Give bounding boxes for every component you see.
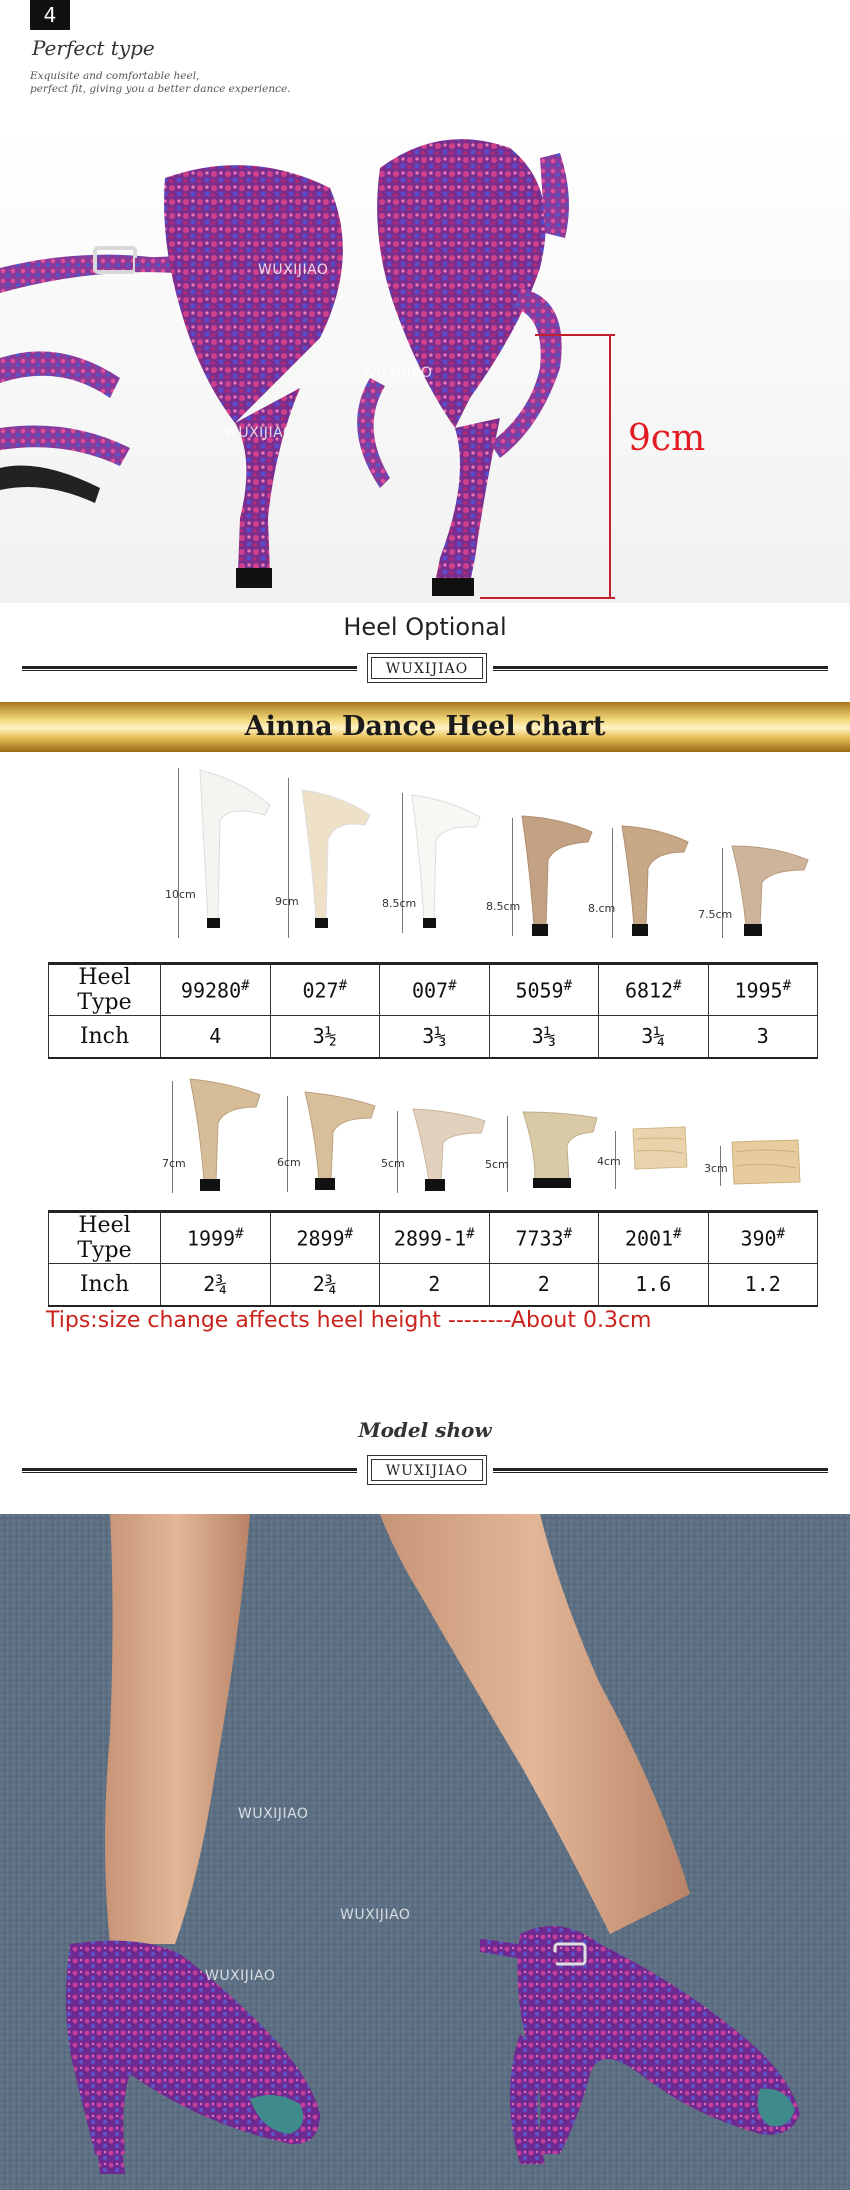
heel-code: 1995 bbox=[734, 978, 783, 1003]
brand-divider bbox=[22, 650, 828, 686]
hash-mark: # bbox=[241, 977, 250, 994]
heel-sample-027 bbox=[275, 770, 390, 940]
table-row-heel-type bbox=[49, 964, 818, 1016]
brand-text: WUXIJIAO bbox=[371, 1459, 483, 1481]
heel-table-1 bbox=[48, 962, 818, 1059]
heel-code: 7733 bbox=[515, 1226, 564, 1251]
brand-text: WUXIJIAO bbox=[371, 657, 483, 679]
heel-table-2 bbox=[48, 1210, 818, 1307]
heel-code: 2001 bbox=[624, 1226, 674, 1251]
heel-type-cell bbox=[599, 964, 709, 1016]
inch-cell: 3½ bbox=[270, 1016, 380, 1058]
inch-cell: 3⅓ bbox=[380, 1016, 490, 1058]
size-tips-text: Tips:size change affects heel height --------About 0.3cm bbox=[46, 1308, 652, 1333]
heel-type-cell bbox=[380, 1212, 490, 1264]
inch-cell: 4 bbox=[161, 1016, 271, 1058]
inch-cell: 2¾ bbox=[270, 1264, 380, 1306]
row-header: Inch bbox=[49, 1264, 161, 1306]
heel-shape-icon bbox=[710, 840, 820, 960]
heel-shape-icon bbox=[280, 770, 390, 940]
subtitle-line: Exquisite and comfortable heel, bbox=[30, 70, 200, 82]
heel-code: 027 bbox=[302, 978, 339, 1003]
heel-sample-007 bbox=[382, 785, 490, 945]
heel-type-cell bbox=[161, 1212, 271, 1264]
heel-type-cell bbox=[708, 1212, 818, 1264]
hash-mark: # bbox=[563, 1225, 573, 1242]
heel-code: 6812 bbox=[624, 978, 674, 1003]
heel-shape-icon bbox=[275, 1088, 385, 1203]
hash-mark: # bbox=[776, 1225, 786, 1242]
heel-code: 390 bbox=[740, 1226, 777, 1251]
perfect-type-section bbox=[0, 0, 850, 690]
heel-sample-7733 bbox=[485, 1108, 605, 1203]
table-row-inch bbox=[49, 1016, 818, 1058]
heel-code: 2899 bbox=[296, 1226, 345, 1251]
inch-cell: 2 bbox=[380, 1264, 490, 1306]
heel-sample-99280 bbox=[160, 760, 280, 940]
watermark: WUXIJIAO bbox=[362, 365, 433, 381]
heel-type-cell bbox=[270, 1212, 380, 1264]
hash-mark: # bbox=[673, 1225, 682, 1242]
inch-cell: 1.6 bbox=[599, 1264, 709, 1306]
heel-code: 99280 bbox=[180, 978, 242, 1003]
subtitle-line: perfect fit, giving you a better dance experience. bbox=[30, 83, 291, 95]
divider-line-left bbox=[22, 1468, 357, 1473]
heel-shape-icon bbox=[495, 1108, 605, 1203]
inch-cell: 1.2 bbox=[708, 1264, 818, 1306]
inch-cell: 3¼ bbox=[599, 1016, 709, 1058]
heel-height-cm: 8.5cm bbox=[486, 900, 521, 913]
inch-cell: 2¾ bbox=[161, 1264, 271, 1306]
model-show-title: Model show bbox=[358, 1418, 492, 1442]
row-header: Inch bbox=[49, 1016, 161, 1058]
heel-height-cm: 3cm bbox=[704, 1162, 728, 1175]
inch-cell: 3 bbox=[708, 1016, 818, 1058]
section-title: Perfect type bbox=[32, 36, 155, 60]
heel-type-cell bbox=[270, 964, 380, 1016]
heel-sample-2899-1 bbox=[381, 1103, 495, 1203]
heel-height-label: 9cm bbox=[628, 418, 706, 459]
watermark: WUXIJIAO bbox=[340, 1907, 411, 1923]
heel-height-cm: 6cm bbox=[277, 1156, 301, 1169]
model-wearing-shoes-photo bbox=[0, 1514, 850, 2190]
heel-shape-icon bbox=[160, 760, 280, 940]
hash-mark: # bbox=[448, 977, 457, 994]
section-number-badge: 4 bbox=[30, 0, 70, 30]
heel-image-row-1 bbox=[0, 760, 850, 960]
heel-code: 2899-1 bbox=[393, 1226, 467, 1251]
heel-shape-icon bbox=[160, 1073, 270, 1203]
brand-divider bbox=[22, 1452, 828, 1488]
heel-shape-icon bbox=[385, 1103, 495, 1203]
heel-sample-390 bbox=[704, 1138, 810, 1203]
heel-sample-1995 bbox=[698, 840, 820, 960]
heel-chart-title: Ainna Dance Heel chart bbox=[244, 711, 606, 742]
heel-shape-icon bbox=[605, 1123, 695, 1203]
heel-shape-icon bbox=[710, 1138, 810, 1203]
hash-mark: # bbox=[673, 977, 682, 994]
table-row-heel-type bbox=[49, 1212, 818, 1264]
brand-logo bbox=[367, 653, 487, 683]
heel-shape-icon bbox=[500, 810, 600, 960]
heel-type-cell bbox=[489, 1212, 599, 1264]
watermark: WUXIJIAO bbox=[224, 425, 295, 441]
divider-line-left bbox=[22, 666, 357, 671]
inch-cell: 3⅓ bbox=[489, 1016, 599, 1058]
hash-mark: # bbox=[235, 1225, 244, 1242]
heel-height-cm: 5cm bbox=[485, 1158, 509, 1171]
heel-type-cell bbox=[708, 964, 818, 1016]
heel-image-row-2 bbox=[0, 1068, 850, 1208]
hash-mark: # bbox=[782, 977, 792, 994]
hash-mark: # bbox=[338, 977, 348, 994]
heel-sample-6812 bbox=[588, 820, 700, 960]
divider-line-right bbox=[493, 1468, 828, 1473]
table-row-inch bbox=[49, 1264, 818, 1306]
hash-mark: # bbox=[563, 977, 573, 994]
heel-height-cm: 10cm bbox=[165, 888, 196, 901]
heel-height-cm: 8.cm bbox=[588, 902, 616, 915]
inch-cell: 2 bbox=[489, 1264, 599, 1306]
watermark: WUXIJIAO bbox=[238, 1806, 309, 1822]
heel-type-cell bbox=[489, 964, 599, 1016]
heel-optional-caption: Heel Optional bbox=[343, 613, 507, 641]
row-header: Heel Type bbox=[49, 964, 161, 1016]
section-subtitle bbox=[30, 70, 310, 96]
heel-height-cm: 7cm bbox=[162, 1157, 186, 1170]
watermark: WUXIJIAO bbox=[258, 262, 329, 278]
divider-line-right bbox=[493, 666, 828, 671]
heel-type-cell bbox=[161, 964, 271, 1016]
heel-code: 5059 bbox=[515, 978, 564, 1003]
heel-sample-1999 bbox=[160, 1073, 270, 1203]
heel-type-cell bbox=[599, 1212, 709, 1264]
heel-height-cm: 5cm bbox=[381, 1157, 405, 1170]
heel-code: 007 bbox=[411, 978, 449, 1003]
heel-height-cm: 7.5cm bbox=[698, 908, 733, 921]
heel-height-cm: 4cm bbox=[597, 1155, 621, 1168]
row-header: Heel Type bbox=[49, 1212, 161, 1264]
heel-code: 1999 bbox=[186, 1226, 236, 1251]
heel-type-cell bbox=[380, 964, 490, 1016]
heel-sample-2899 bbox=[275, 1088, 385, 1203]
heel-sample-5059 bbox=[486, 810, 600, 960]
hash-mark: # bbox=[344, 1225, 354, 1242]
brand-logo bbox=[367, 1455, 487, 1485]
heel-height-cm: 8.5cm bbox=[382, 897, 417, 910]
heel-shape-icon bbox=[600, 820, 700, 960]
heel-sample-2001 bbox=[597, 1123, 695, 1203]
hash-mark: # bbox=[466, 1225, 475, 1242]
watermark: WUXIJIAO bbox=[205, 1968, 276, 1984]
heel-height-cm: 9cm bbox=[275, 895, 299, 908]
heel-shape-icon bbox=[390, 785, 490, 945]
